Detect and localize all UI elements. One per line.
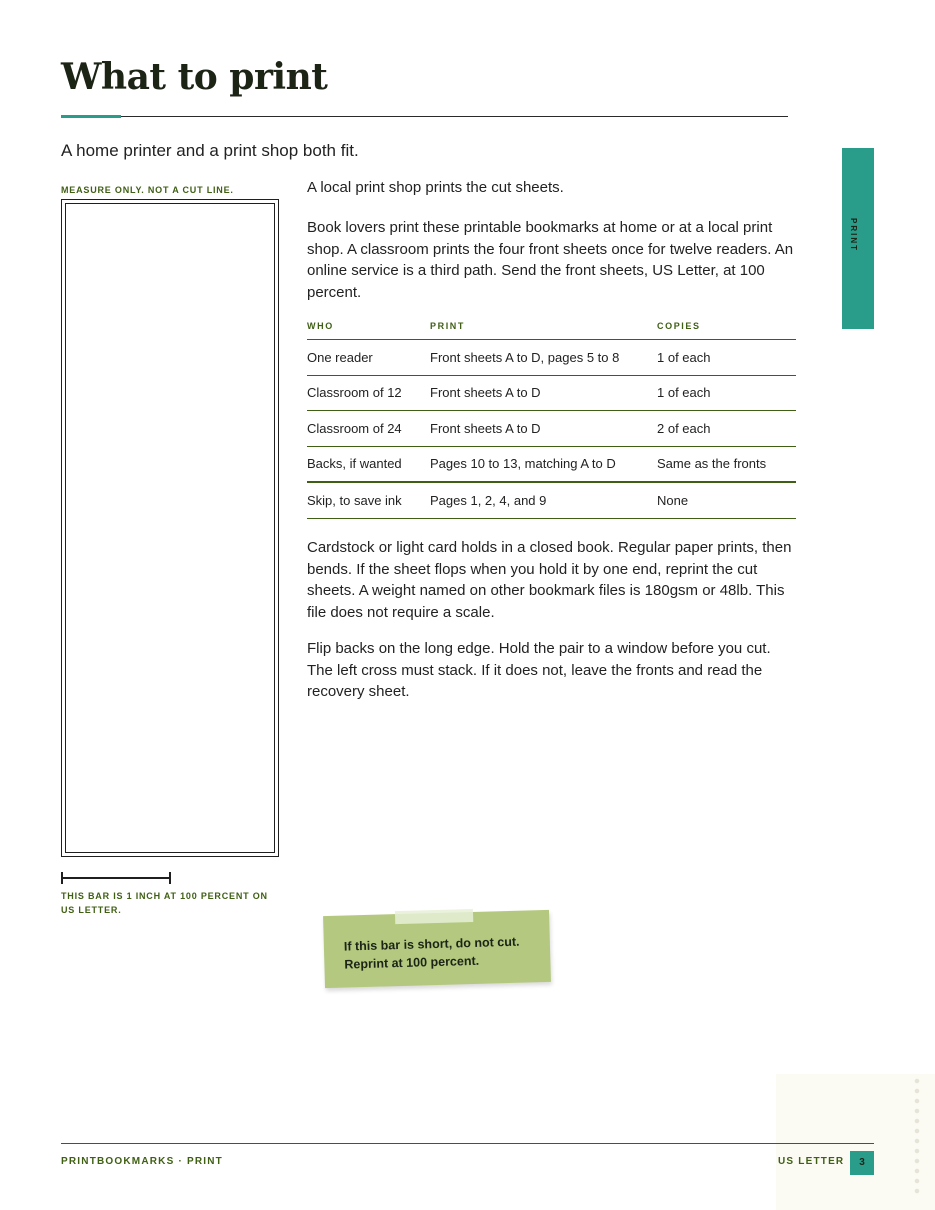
measure-box [61,199,279,857]
paper-paragraph: Cardstock or light card holds in a closed book. Regular paper prints, then bends. If the sheet flops when you hold it by one end, reprint the cut sheets. A weight named on other bookmark files is 180gsm or 48lb. This file does not require a scale. [307,539,792,621]
header-print: PRINT [430,313,657,340]
measure-box-inner [65,203,275,853]
page-title: What to print [61,56,328,98]
table-row [307,411,796,447]
table-header-row [307,313,796,340]
table-row [307,375,796,411]
lead-paragraph: A local print shop prints the cut sheets. [307,179,564,196]
page-subtitle: A home printer and a print shop both fit. [61,141,359,160]
cell-who: Skip, to save ink [307,482,430,518]
intro-paragraph: Book lovers print these printable bookmarks at home or at a local print shop. A classroom prints the four front sheets once for twelve readers. An online service is a third path. Send the front sheets, US Letter, at 100 percent. [307,219,794,301]
cell-copies: 2 of each [657,411,796,447]
print-table [307,313,796,519]
inch-bar-caption: THIS BAR IS 1 INCH AT 100 PERCENT ON US LETTER. [61,891,268,915]
measure-label: MEASURE ONLY. NOT A CUT LINE. [61,185,234,195]
header-who: WHO [307,313,430,340]
flip-paragraph: Flip backs on the long edge. Hold the pair to a window before you cut. The left cross must stack. If it does not, leave the fronts and read the recovery sheet. [307,640,771,700]
cell-copies: Same as the fronts [657,446,796,482]
cell-print: Front sheets A to D [430,411,657,447]
sticky-note [323,910,551,988]
cell-who: One reader [307,340,430,376]
title-rule [61,116,788,117]
cell-copies: 1 of each [657,340,796,376]
inch-scale-bar [61,872,171,884]
cell-copies: None [657,482,796,518]
sticky-note-text: If this bar is short, do not cut. Reprint at 100 percent. [343,934,520,972]
header-copies: COPIES [657,313,796,340]
title-rule-accent [61,115,121,118]
table-row [307,446,796,482]
cell-who: Classroom of 24 [307,411,430,447]
footer-right: US LETTER [778,1156,845,1167]
cell-print: Front sheets A to D, pages 5 to 8 [430,340,657,376]
side-tab-label: PRINT [849,218,858,252]
page-number: 3 [850,1151,874,1175]
side-tab [842,148,874,329]
cell-print: Pages 10 to 13, matching A to D [430,446,657,482]
table-row [307,482,796,518]
footer-left: PRINTBOOKMARKS · PRINT [61,1156,223,1167]
cell-print: Pages 1, 2, 4, and 9 [430,482,657,518]
dot-pattern [912,1076,922,1196]
table-row [307,340,796,376]
footer-rule [61,1143,874,1144]
tape-strip [395,909,473,924]
cell-print: Front sheets A to D [430,375,657,411]
cell-who: Classroom of 12 [307,375,430,411]
cell-copies: 1 of each [657,375,796,411]
cell-who: Backs, if wanted [307,446,430,482]
